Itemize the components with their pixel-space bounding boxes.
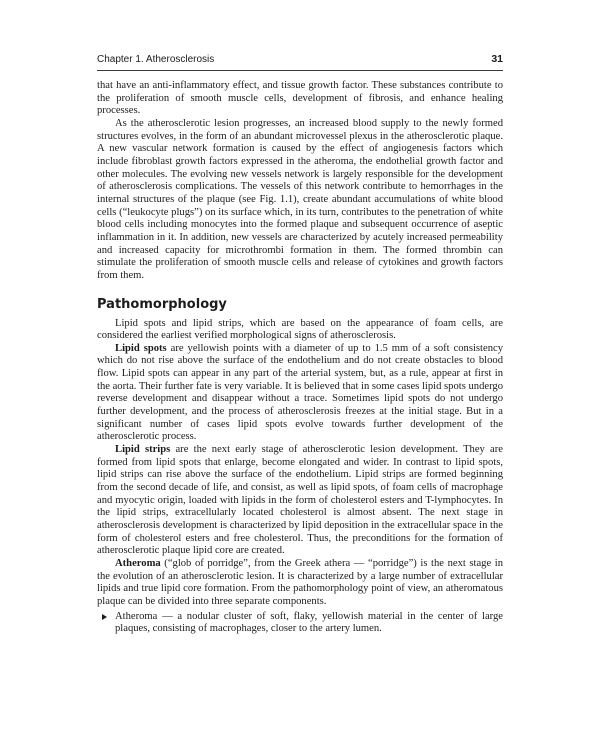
page-body (97, 80, 503, 636)
running-header (97, 50, 503, 71)
paragraph-lipid-spots (97, 343, 503, 444)
paragraph-text: (“glob of porridge”, from the Greek athera — “porridge”) is the next stage in the evolution of an atherosclerotic lesion. It is characterized by a large number of extracellular lipids and true lipid core formation. From the pathomorphology point of view, an atheromatous plaque can be divided into three separate components. (97, 557, 503, 607)
paragraph-text: are yellowish points with a diameter of up to 1.5 mm of a soft consistency which do not rise above the surface of the endothelium and do not create obstacles to blood flow. Lipid spots can appear in any part of the arterial system, but, as a rule, appear at first in the aorta. Their further fate is very variable. It is believed that in some cases lipid spots undergo reverse development and disappear without a trace. Sometimes lipid spots do not undergo further development, and the process of atherosclerosis freezes at the initial stage. But in a significant number of cases lipid spots evolve towards further development of the atherosclerotic process. (97, 342, 503, 443)
list-item (97, 611, 503, 636)
paragraph-text: are the next early stage of atherosclerotic lesion development. They are formed from lipid spots that enlarge, become elongated and wider. In contrast to lipid spots, lipid strips can rise above the surface of the endothelium. Lipid strips are formed beginning from the second decade of life, and consist, as well as lipid spots, of foam cells of macrophage and myocytic origin, loaded with lipids in the form of cholesterol esters and T-lymphocytes. In the lipid strips, extracellularly located cholesterol is almost absent. The next stage in atherosclerosis development is characterized by lipid deposition in the extracellular space in the form of cholesterol esters and free cholesterol. Thus, the preconditions for the formation of atherosclerotic plaque lipid core are created. (97, 444, 503, 557)
chapter-title: Chapter 1. Atherosclerosis (97, 54, 215, 65)
paragraph: that have an anti-inflammatory effect, and tissue growth factor. These substances contribute to the proliferation of smooth muscle cells, development of fibrosis, and enhance healing processes. (97, 80, 503, 117)
list-item-text: Atheroma — a nodular cluster of soft, flaky, yellowish material in the center of large plaques, consisting of macrophages, closer to the artery lumen. (115, 610, 503, 635)
paragraph-atheroma (97, 558, 503, 609)
term-lipid-spots: Lipid spots (115, 342, 167, 354)
paragraph-lipid-strips (97, 444, 503, 558)
bullet-list (97, 611, 503, 636)
section-heading: Pathomorphology (97, 296, 227, 312)
page-number: 31 (491, 53, 503, 65)
term-atheroma: Atheroma (115, 557, 161, 569)
triangle-bullet-icon (102, 614, 107, 620)
term-lipid-strips: Lipid strips (115, 444, 171, 456)
paragraph: Lipid spots and lipid strips, which are based on the appearance of foam cells, are considered the earliest verified morphological signs of atherosclerosis. (97, 317, 503, 342)
paragraph: As the atherosclerotic lesion progresses, an increased blood supply to the newly formed structures evolves, in the form of an abundant microvessel plexus in the atherosclerotic plaque. A new vascular network formation is caused by the effect of angiogenesis factors which include fibroblast growth factors expressed in the atheroma, the endothelial growth factor and other molecules. The evolving new vessels network is largely responsible for the development of atherosclerosis complications. The vessels of this network contribute to hemorrhages in the internal structures of the plaque (see Fig. 1.1), create abundant accumulations of white blood cells (“leukocyte plugs”) on its surface which, in its turn, contributes to the penetration of white blood cells including monocytes into the formed plaque and subsequent occurrence of aseptic inflammation in it. In addition, new vessels are characterized by acutely increased permeability and increased capacity for microthrombi formation in them. The formed thrombin can stimulate the proliferation of smooth muscle cells and release of cytokines and growth factors from them. (97, 117, 503, 281)
